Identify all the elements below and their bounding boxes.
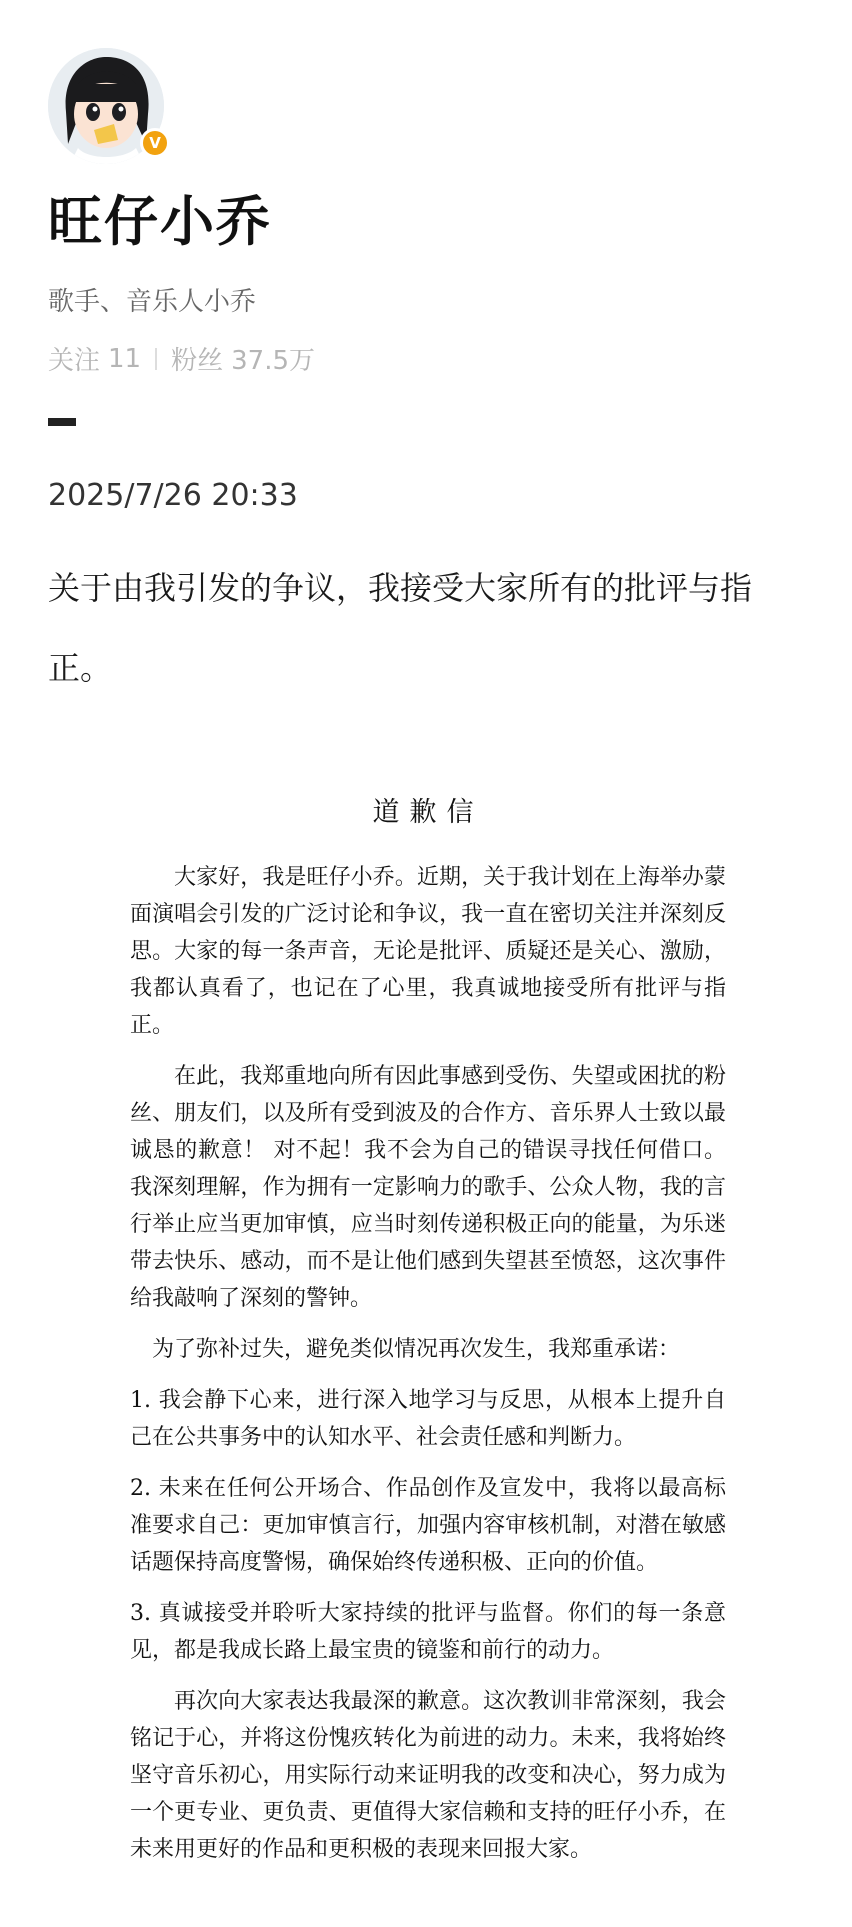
followers-count[interactable]: 37.5万 bbox=[231, 346, 316, 377]
letter-paragraph: 2. 未来在任何公开场合、作品创作及宣发中，我将以最高标准要求自己：更加审慎言行，加强内容审核机制，对潜在敏感话题保持高度警惕，确保始终传递积极、正向的价值。 bbox=[130, 1476, 726, 1575]
apology-letter-image[interactable] bbox=[130, 790, 726, 1882]
following-label[interactable]: 关注 bbox=[48, 346, 101, 377]
profile-name[interactable]: 旺仔小乔 bbox=[48, 190, 272, 253]
letter-paragraph: 为了弥补过失，避免类似情况再次发生，我郑重承诺： bbox=[152, 1337, 681, 1362]
letter-paragraph: 在此，我郑重地向所有因此事感到受伤、失望或困扰的粉丝、朋友们，以及所有受到波及的合作方、音乐界人士致以最诚恳的歉意！ 对不起！我不会为自己的错误寻找任何借口。我深刻理解，作为拥有一定影响力的歌手、公众人物，我的言行举止应当更加审慎，应当时刻传递积极正向的能量，为乐迷带去快乐、感动，而不是让他们感到失望甚至愤怒，这次事件给我敲响了深刻的警钟。 bbox=[130, 1064, 726, 1311]
post-text: 关于由我引发的争议，我接受大家所有的批评与指正。 bbox=[48, 569, 753, 687]
profile-stats bbox=[48, 340, 808, 377]
avatar-container[interactable] bbox=[48, 48, 164, 164]
letter-title: 道歉信 bbox=[372, 797, 484, 828]
stats-divider bbox=[155, 348, 157, 370]
profile-bio: 歌手、音乐人小乔 bbox=[48, 287, 257, 318]
letter-paragraph: 大家好，我是旺仔小乔。近期，关于我计划在上海举办蒙面演唱会引发的广泛讨论和争议，我一直在密切关注并深刻反思。大家的每一条声音，无论是批评、质疑还是关心、激励，我都认真看了，也记在了心里，我真诚地接受所有批评与指正。 bbox=[130, 865, 726, 1038]
profile-header bbox=[48, 48, 808, 377]
following-count[interactable]: 11 bbox=[108, 343, 142, 374]
section-divider bbox=[48, 418, 76, 426]
verified-badge-icon: V bbox=[140, 128, 170, 158]
letter-paragraph: 再次向大家表达我最深的歉意。这次教训非常深刻，我会铭记于心，并将这份愧疚转化为前进的动力。未来，我将始终坚守音乐初心，用实际行动来证明我的改变和决心，努力成为一个更专业、更负责、更值得大家信赖和支持的旺仔小乔，在未来用更好的作品和更积极的表现来回报大家。 bbox=[130, 1689, 726, 1862]
followers-label[interactable]: 粉丝 bbox=[171, 346, 224, 377]
letter-paragraph: 3. 真诚接受并聆听大家持续的批评与监督。你们的每一条意见，都是我成长路上最宝贵的镜鉴和前行的动力。 bbox=[130, 1601, 726, 1663]
post-timestamp: 2025/7/26 20:33 bbox=[48, 478, 298, 513]
letter-paragraph: 1. 我会静下心来，进行深入地学习与反思，从根本上提升自己在公共事务中的认知水平、社会责任感和判断力。 bbox=[130, 1388, 726, 1450]
